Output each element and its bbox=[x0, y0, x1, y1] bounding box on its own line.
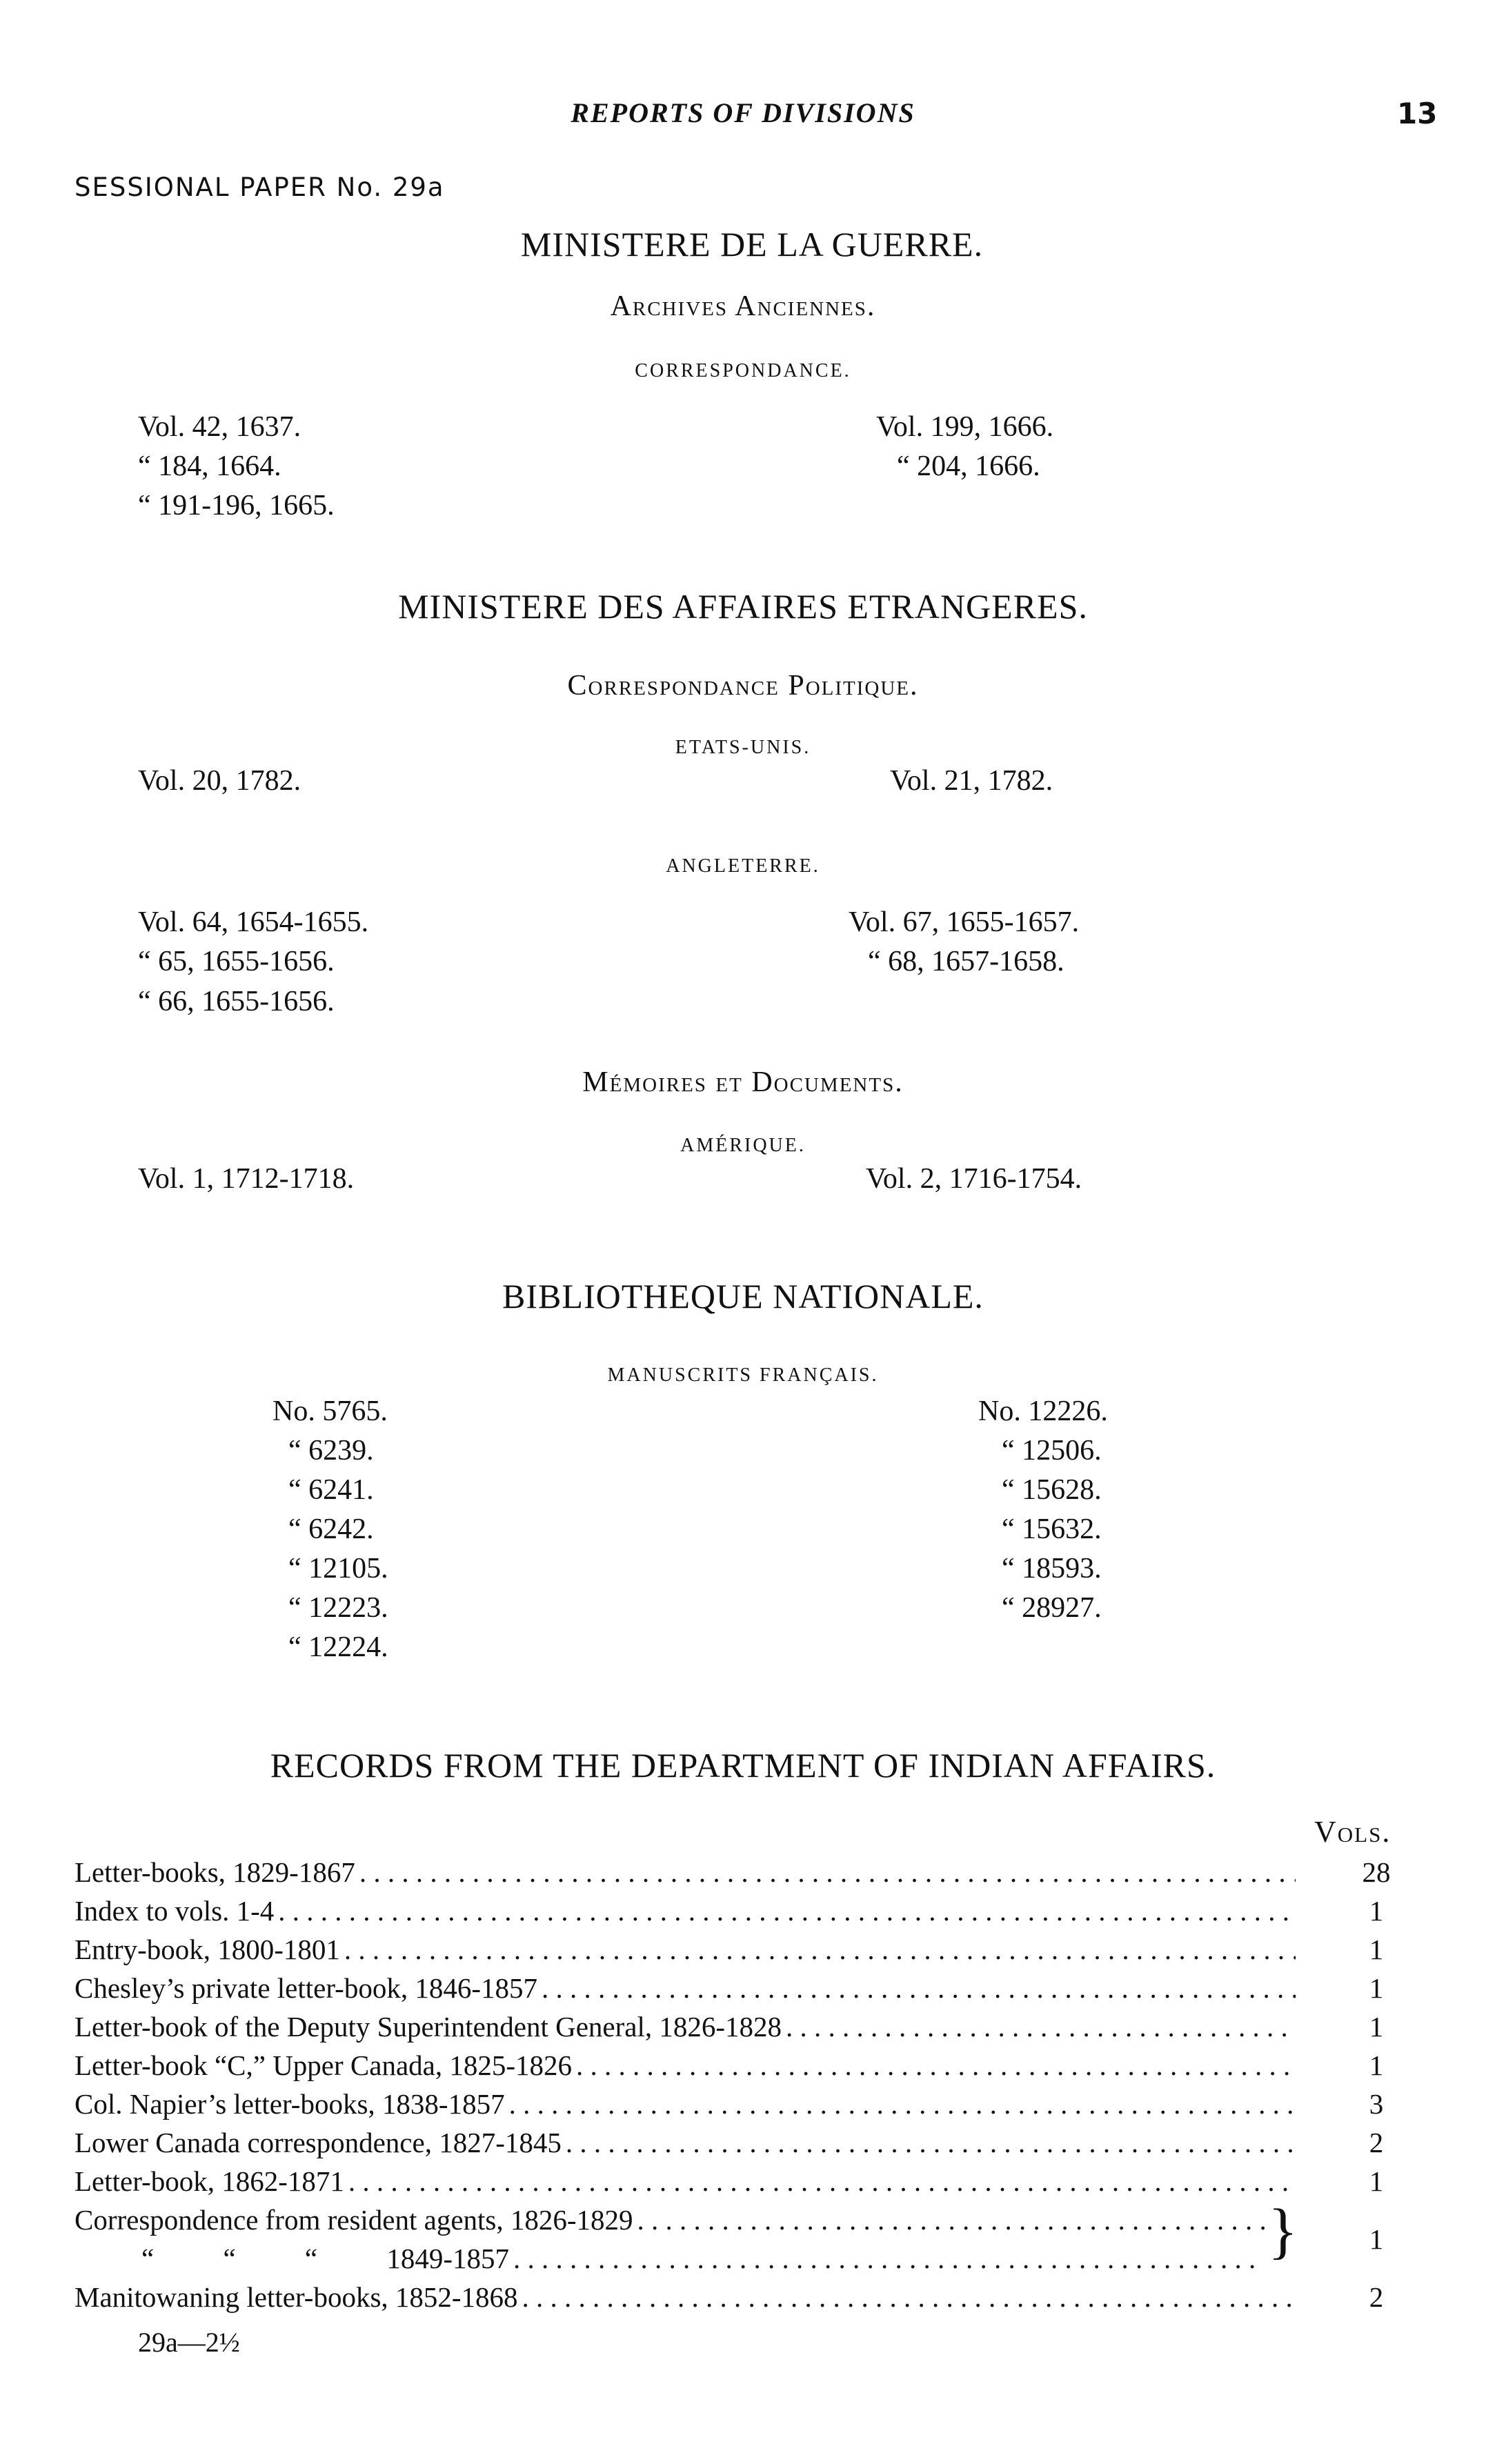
table-row bbox=[75, 2010, 1296, 2047]
vols-column-header: Vols. bbox=[1314, 1815, 1391, 1849]
running-title: REPORTS OF DIVISIONS bbox=[571, 97, 915, 128]
row-label: Letter-books, 1829-1867 bbox=[75, 1856, 355, 1888]
etats-left: Vol. 20, 1782. bbox=[138, 765, 301, 797]
row-label: “ “ “ 1849-1857 bbox=[141, 2243, 509, 2274]
subtitle-memoires: Mémoires et Documents. bbox=[582, 1066, 904, 1098]
row-label: Manitowaning letter-books, 1852-1868 bbox=[75, 2281, 518, 2313]
row-label: Letter-book, 1862-1871 bbox=[75, 2165, 344, 2197]
table-row bbox=[75, 1933, 1296, 1970]
row-label: Chesley’s private letter-book, 1846-1857 bbox=[75, 1972, 537, 2004]
guerre-right-2: “ 204, 1666. bbox=[897, 450, 1040, 482]
brace-symbol: } bbox=[1268, 2197, 1298, 2265]
row-label: Letter-book of the Deputy Superintendent General, 1826-1828 bbox=[75, 2011, 782, 2043]
guerre-left-2: “ 184, 1664. bbox=[138, 450, 281, 482]
table-row bbox=[75, 2281, 1296, 2318]
row-value: 3 bbox=[1369, 2088, 1384, 2120]
row-label: Index to vols. 1-4 bbox=[75, 1895, 275, 1927]
row-label: Entry-book, 1800-1801 bbox=[75, 1934, 340, 1965]
bib-right-3: “ 15628. bbox=[1002, 1474, 1102, 1506]
table-row bbox=[75, 2203, 1265, 2241]
amerique-left: Vol. 1, 1712-1718. bbox=[138, 1163, 355, 1195]
sessional-paper-label: SESSIONAL PAPER No. 29a bbox=[75, 172, 445, 202]
table-row bbox=[75, 2126, 1296, 2163]
row-label: Col. Napier’s letter-books, 1838-1857 bbox=[75, 2088, 505, 2120]
bib-right-4: “ 15632. bbox=[1002, 1513, 1102, 1545]
bib-left-6: “ 12223. bbox=[288, 1592, 388, 1624]
row-value: 1 bbox=[1369, 1934, 1384, 1965]
etats-right: Vol. 21, 1782. bbox=[890, 765, 1053, 797]
bib-right-5: “ 18593. bbox=[1002, 1553, 1102, 1584]
row-label: Lower Canada correspondence, 1827-1845 bbox=[75, 2127, 562, 2158]
row-label: Correspondence from resident agents, 1826-1829 bbox=[75, 2204, 633, 2236]
bib-left-2: “ 6239. bbox=[288, 1435, 374, 1467]
table-row bbox=[75, 1856, 1296, 1893]
section-title-affaires: MINISTERE DES AFFAIRES ETRANGERES. bbox=[398, 587, 1088, 626]
row-value: 1 bbox=[1369, 1972, 1384, 2004]
section-title-indian-affairs: RECORDS FROM THE DEPARTMENT OF INDIAN AFFAIRS. bbox=[270, 1746, 1216, 1785]
angl-right-1: Vol. 67, 1655-1657. bbox=[849, 906, 1080, 938]
guerre-right-1: Vol. 199, 1666. bbox=[876, 411, 1054, 443]
bib-left-1: No. 5765. bbox=[273, 1395, 388, 1427]
angl-left-3: “ 66, 1655-1656. bbox=[138, 986, 335, 1017]
subsection-angleterre: ANGLETERRE. bbox=[666, 855, 820, 877]
angl-left-2: “ 65, 1655-1656. bbox=[138, 946, 335, 977]
table-row bbox=[75, 2087, 1296, 2125]
page-number: 13 bbox=[1397, 97, 1438, 130]
angl-left-1: Vol. 64, 1654-1655. bbox=[138, 906, 369, 938]
row-value: 1 bbox=[1369, 1895, 1384, 1927]
subsection-correspondance: CORRESPONDANCE. bbox=[635, 360, 851, 381]
subsection-amerique: AMÉRIQUE. bbox=[680, 1135, 806, 1156]
row-value: 1 bbox=[1369, 2165, 1384, 2197]
table-row bbox=[75, 2165, 1296, 2202]
subsection-manuscrits: MANUSCRITS FRANÇAIS. bbox=[607, 1364, 879, 1386]
row-value: 28 bbox=[1362, 1856, 1391, 1888]
row-value: 2 bbox=[1369, 2127, 1384, 2158]
table-row bbox=[75, 2049, 1296, 2086]
signature-mark: 29a—2½ bbox=[138, 2327, 240, 2358]
bib-left-3: “ 6241. bbox=[288, 1474, 374, 1506]
bib-right-2: “ 12506. bbox=[1002, 1435, 1102, 1467]
row-label: Letter-book “C,” Upper Canada, 1825-1826 bbox=[75, 2049, 573, 2081]
section-title-guerre: MINISTERE DE LA GUERRE. bbox=[520, 225, 984, 264]
row-value: 1 bbox=[1369, 2049, 1384, 2081]
bib-left-4: “ 6242. bbox=[288, 1513, 374, 1545]
table-row bbox=[141, 2242, 1265, 2279]
bib-right-6: “ 28927. bbox=[1002, 1592, 1102, 1624]
subtitle-correspondance-politique: Correspondance Politique. bbox=[567, 670, 919, 702]
row-value: 1 bbox=[1369, 2011, 1384, 2043]
bib-left-5: “ 12105. bbox=[288, 1553, 388, 1584]
braced-row-value: 1 bbox=[1369, 2223, 1384, 2255]
amerique-right: Vol. 2, 1716-1754. bbox=[866, 1163, 1082, 1195]
row-value: 2 bbox=[1369, 2281, 1384, 2313]
subsection-etats-unis: ETATS-UNIS. bbox=[675, 737, 811, 758]
section-title-bibliotheque: BIBLIOTHEQUE NATIONALE. bbox=[502, 1277, 984, 1315]
subtitle-archives: Archives Anciennes. bbox=[610, 290, 876, 322]
table-row bbox=[75, 1971, 1296, 2009]
guerre-left-3: “ 191-196, 1665. bbox=[138, 490, 335, 521]
angl-right-2: “ 68, 1657-1658. bbox=[868, 946, 1064, 977]
table-row bbox=[75, 1894, 1296, 1931]
bib-right-1: No. 12226. bbox=[978, 1395, 1108, 1427]
bib-left-7: “ 12224. bbox=[288, 1631, 388, 1663]
guerre-left-1: Vol. 42, 1637. bbox=[138, 411, 301, 443]
